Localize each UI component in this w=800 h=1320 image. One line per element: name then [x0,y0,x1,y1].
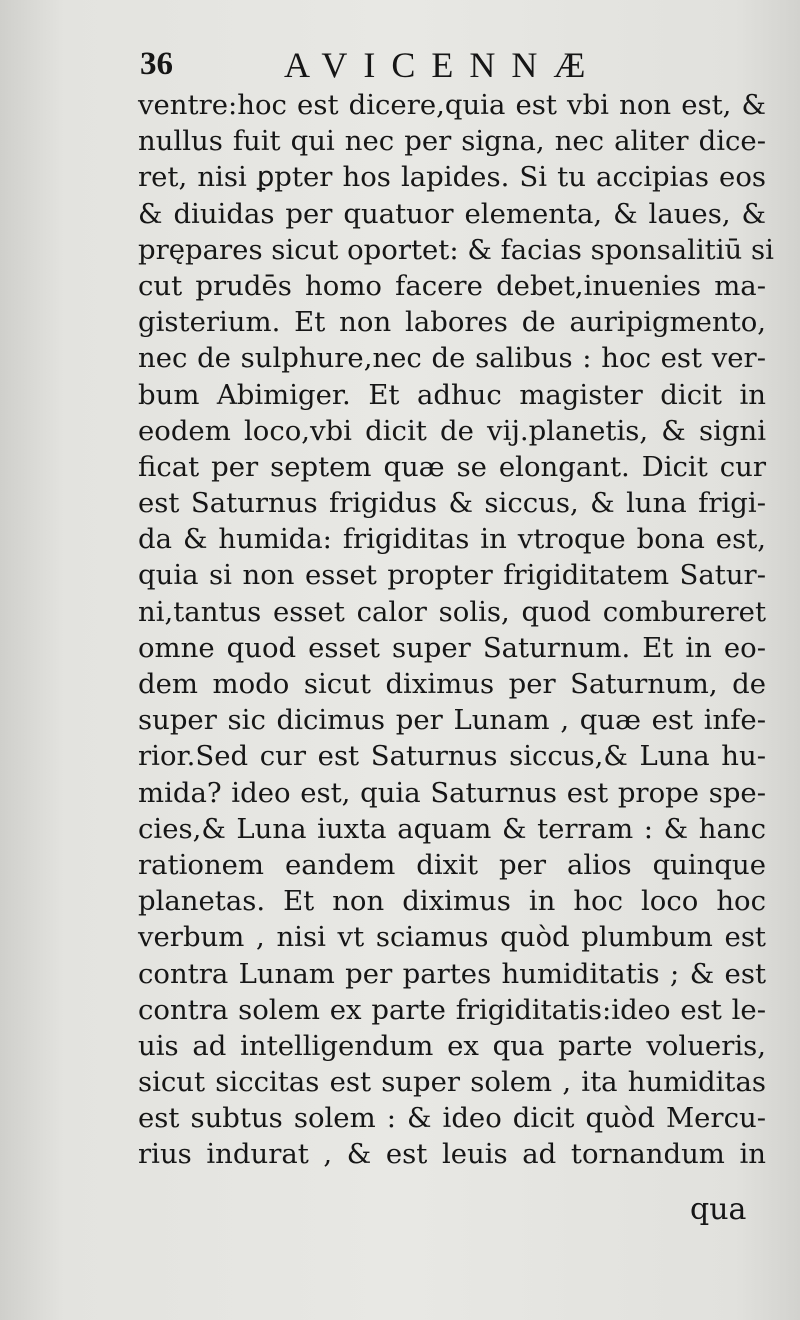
text-line: rius indurat , & est leuis ad tornandum in [138,1138,766,1171]
text-line: cut prudēs homo facere debet,inuenies ma- [138,269,766,302]
text-line: mida? ideo est, quia Saturnus est prope spe- [138,776,766,809]
text-line: super sic dicimus per Lunam , quæ est infe- [138,704,766,737]
text-line: ventre:hoc est dicere,quia est vbi non est, & [138,89,766,121]
text-line: rior.Sed cur est Saturnus siccus,& Luna hu- [138,740,766,773]
text-line: da & humida: frigiditas in vtroque bona est, [138,523,766,556]
text-line: prępares sicut oportet: & facias sponsalitiū si [138,233,774,266]
text-line: contra solem ex parte frigiditatis:ideo est le- [138,993,766,1026]
text-line: contra Lunam per partes humiditatis ; & est [138,957,766,990]
text-line: quia si non esset propter frigiditatem Satur- [138,559,766,592]
text-line: nullus fuit qui nec per signa, nec aliter dice- [138,125,766,158]
text-line: verbum , nisi vt sciamus quòd plumbum est [138,921,766,954]
text-line: ni,tantus esset calor solis, quod combureret [138,595,766,628]
text-line: est subtus solem : & ideo dicit quòd Mercu- [138,1102,766,1135]
catchword: qua [690,1192,747,1227]
running-title: AVICENNÆ [284,45,602,85]
text-line: rationem eandem dixit per alios quinque [138,848,766,881]
text-line: bum Abimiger. Et adhuc magister dicit in [138,378,766,411]
body-text [138,87,774,1173]
page-header [132,40,772,88]
text-line: nec de sulphure,nec de salibus : hoc est ver- [138,342,766,375]
text-line: cies,& Luna iuxta aquam & terram : & hanc [138,812,766,845]
text-line: gisterium. Et non labores de auripigmento, [138,306,766,339]
text-line: ficat per septem quæ se elongant. Dicit cur [138,450,766,483]
text-line: eodem loco,vbi dicit de vij.planetis, & signi [138,414,766,447]
page-number: 36 [140,46,173,82]
text-line: dem modo sicut diximus per Saturnum, de [138,668,766,700]
text-line: & diuidas per quatuor elementa, & laues, & [138,197,766,230]
text-line: uis ad intelligendum ex qua parte volueris, [138,1029,766,1062]
text-line: planetas. Et non diximus in hoc loco hoc [138,885,766,918]
text-line: ret, nisi ꝑpter hos lapides. Si tu accipias eos [138,161,766,194]
text-line: est Saturnus frigidus & siccus, & luna frigi- [138,487,766,520]
text-line: omne quod esset super Saturnum. Et in eo- [138,631,766,664]
text-line: sicut siccitas est super solem , ita humiditas [138,1066,766,1099]
